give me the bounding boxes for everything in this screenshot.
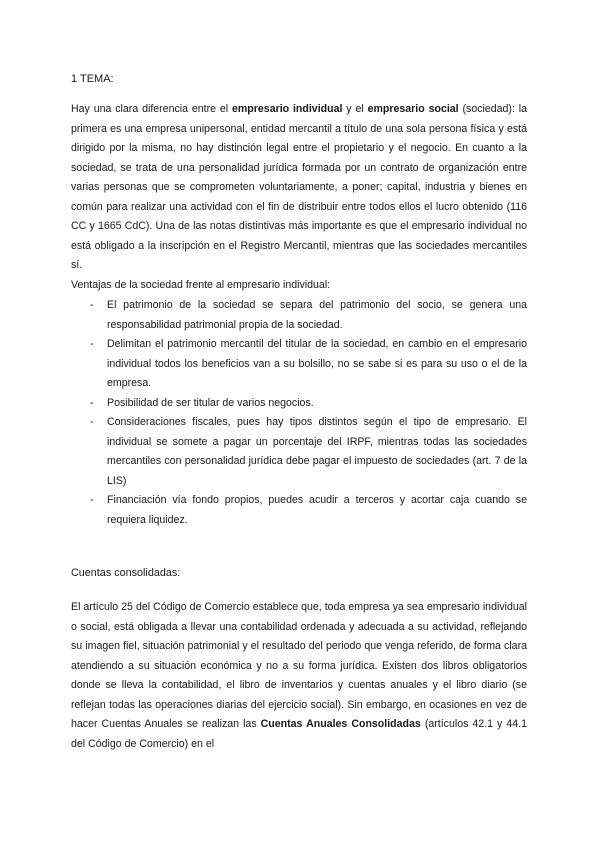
list-item-text: Financiación vía fondo propios, puedes acudir a terceros y acortar caja cuando se requiera liquidez.: [107, 494, 527, 526]
list-item: [71, 335, 527, 394]
bullet-dash: -: [90, 338, 94, 350]
list-item-text: El patrimonio de la sociedad se separa del patrimonio del socio, se genera una responsabilidad patrimonial propia de la sociedad.: [107, 299, 527, 331]
bullet-dash: -: [90, 416, 94, 428]
list-item: [71, 296, 527, 335]
list-item: [71, 413, 527, 491]
section-title-consolidated: Cuentas consolidadas:: [71, 567, 181, 579]
consolidated-paragraph: [71, 598, 527, 754]
intro-text-2: y el: [342, 103, 368, 115]
list-item: [71, 491, 527, 530]
consolidated-text-1: El artículo 25 del Código de Comercio establece que, toda empresa ya sea empresario individual o social, está obligada a llevar una contabilidad ordenada y adecuada a su actividad, reflejando su imagen fiel, situación patrimonial y el resultado del periodo que venga referido, de forma clara atendiendo a su situación económica y no a su forma jurídica. Existen dos libros obligatorios donde se lleva la contabilidad, el libro de inventarios y cuentas anuales y el libro diario (se reflejan todas las operaciones diarias del ejercicio social). Sin embargo, en ocasiones en vez de hacer Cuentas Anuales se realizan las: [71, 601, 527, 730]
topic-heading: 1 TEMA:: [71, 73, 114, 85]
intro-paragraph: [71, 100, 527, 276]
consolidated-bold: Cuentas Anuales Consolidadas: [260, 718, 421, 730]
intro-text-3: (sociedad): la primera es una empresa unipersonal, entidad mercantil a título de una sola persona física y está dirigido por la misma, no hay distinción legal entre el propietario y el negocio. En cuanto a la sociedad, se trata de una personalidad jurídica formada por un contrato de organización entre varias personas que se comprometen voluntariamente, a poner; capital, industria y bienes en común para realizar una actividad con el fin de distribuir entre todos ellos el lucro obtenido (116 CC y 1665 CdC). Una de las notas distintivas más importante es que el empresario individual no está obligado a la inscripción en el Registro Mercantil, mientras que las sociedades mercantiles sí.: [71, 103, 528, 271]
intro-text-1: Hay una clara diferencia entre el: [71, 103, 232, 115]
list-item-text: Posibilidad de ser titular de varios negocios.: [107, 396, 314, 409]
list-item-text: Delimitan el patrimonio mercantil del titular de la sociedad, en cambio en el empresario individual todos los beneficios van a su bolsillo, no se sabe si es para su uso o el de la empresa.: [107, 338, 527, 389]
bullet-dash: -: [90, 396, 94, 409]
intro-bold-social: empresario social: [367, 103, 459, 115]
list-item-text: Consideraciones fiscales, pues hay tipos distintos según el tipo de empresario. El individual se somete a pagar un porcentaje del IRPF, mientras todas las sociedades mercantiles con personalidad jurídica debe pagar el impuesto de sociedades (art. 7 de la LIS): [107, 416, 527, 487]
bullet-dash: -: [90, 299, 94, 311]
advantages-intro: Ventajas de la sociedad frente al empresario individual:: [71, 279, 331, 291]
consolidated-text-2: (artículos 42.1 y 44.1 del Código de Comercio) en el: [71, 718, 528, 750]
bullet-dash: -: [90, 494, 94, 506]
advantages-list: [71, 296, 527, 530]
list-item: [71, 394, 527, 414]
intro-bold-individual: empresario individual: [232, 103, 343, 115]
